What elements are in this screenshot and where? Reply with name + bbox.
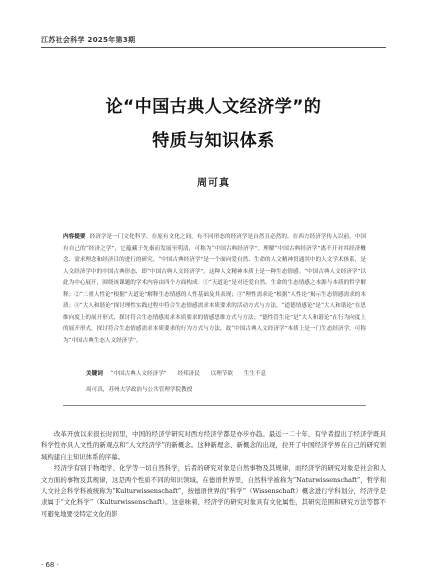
- author-name: 周可真: [197, 178, 230, 189]
- abstract-text: 经济学是一门文化科学。在原有文化之间，有不同形态的经济学是自然且必然的。在西方经济学传入以前，中国有自己的“经济之学”，它蕴藏于先秦而发展至明清，可称为“中国古典经济学”。理解“中国古典经济学”离不开对其经济概念、需求理念和经济目的进行的研究。“中国古典经济学”是一个面向爱自然、生命的人文精神贯通其中的人文学术体系，是人文经济学中的中国古典形态，即“中国古典人文经济学”。这种人文精神本质上是一种生态情感。“中国古典人文经济学”以此为中心展开，围绕该课题的学术内容由四个方面构成：①“天道论”是对还爱自然、生命的生态情感之本源与本质的哲学解释；②“二重人性论”根据“天道论”解释生态情感的人性基础及其表现；③“理性需求论”根据“人性论”揭示生态情感需求的本质；④“大人和谐论”探讨理性实践过程中符合生态情感需求本质要求的活动方式与方法，“道德情感论”是“大人和谐论”在思维向度上的展开形式，探讨符合生态情感需求本质要求的情感思维方式与方法；“德性管生论”是“大人和谐论”在行为向度上的展开形式，探讨符合生态情感需求本质要求的行为方式与方法。故“中国古典人文经济学”本质上是一门生态经济学，可称为“中国古典生态人文经济学”。: [63, 234, 366, 344]
- keyword-item: 以理节欲: [210, 371, 233, 377]
- keyword-item: “中国古典人文经济学”: [110, 371, 167, 377]
- body-paragraph: 改革开放以来很长时间里，中国的经济学研究对西方经济学都是亦步亦趋。最近一二十年，有学者提出了经济学既具科学性亦具人文性的新观点和“人文经济学”的新概念。这种新理念、新概念的出现，拉开了中国经济学界在自己的研究领域构建自主知识体系的序幕。: [41, 430, 386, 461]
- abstract-divider: [63, 405, 366, 406]
- keywords-label: 关键词: [86, 371, 103, 377]
- author-affiliation: 周可真，苏州大学政治与公共管理学院教授: [86, 387, 193, 393]
- article-body: [41, 429, 386, 520]
- keyword-item: 生生不息: [243, 371, 267, 377]
- body-paragraph: 经济学有别于物理学、化学等一切自然科学，后者的研究对象是自然事物及其规律，而经济学的研究对象是社会和人文方面的事物及其规律，这是两个性质不同的知识领域。在德语世界里，自然科学被称为“Naturwissenschaft”，哲学和人文社会科学科被统称为“Kulturwissenschaft”，按德语世界的“科学”（Wissenschaft）概念进行学科划分，经济学是隶属于“文化科学”（Kulturwissenschaft）。这意味着，经济学的研究对象具有文化属性，其研究范围和研究方法等都不可避免地要受特定文化的影: [41, 464, 386, 518]
- keyword-item: 经邦济民: [177, 371, 200, 377]
- article-title-line-1: 论“中国古典人文经济学”的: [105, 97, 322, 117]
- article-title-line-2: 特质与知识体系: [152, 131, 275, 151]
- keywords: [86, 369, 376, 377]
- abstract-label: 内容提要: [63, 234, 86, 240]
- abstract: [63, 232, 366, 347]
- page-number: · 68 ·: [41, 561, 59, 569]
- journal-header: 江苏社会科学 2025年第3期: [41, 36, 136, 44]
- header-divider: [41, 47, 386, 48]
